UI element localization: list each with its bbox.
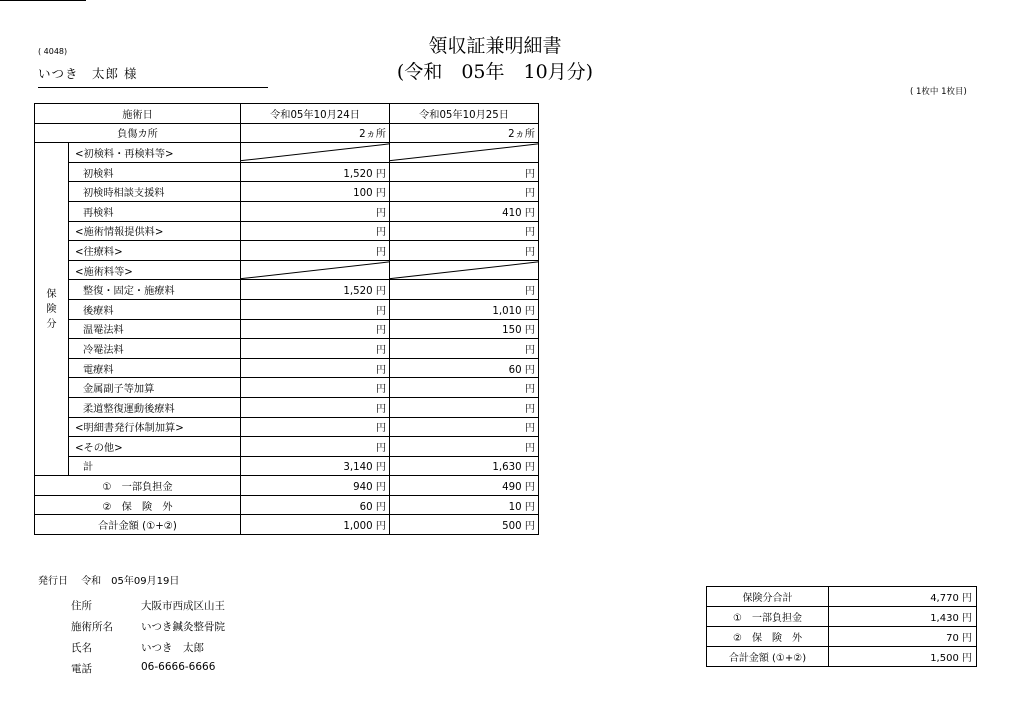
injury-value-1: 2ヵ所 [241,123,390,143]
diagonal-strike-icon [241,261,389,280]
detail-row [35,358,539,378]
detail-amount: 円 [241,339,390,359]
total-row-label: ① 一部負担金 [35,476,241,496]
detail-row [35,241,539,261]
total-row [35,495,539,515]
detail-row-label: 整復・固定・施療料 [69,280,241,300]
detail-row [35,162,539,182]
detail-amount: 1,010 円 [390,299,539,319]
detail-row-label: 後療料 [69,299,241,319]
not-applicable-cell [241,260,390,280]
detail-row [35,339,539,359]
date-1: 令和05年10月24日 [241,104,390,124]
date-header-row [35,104,539,124]
detail-row [35,260,539,280]
detail-row-label: 電療料 [69,358,241,378]
detail-amount: 円 [390,397,539,417]
detail-amount: 円 [390,437,539,457]
detail-row-label: <往療料> [69,241,241,261]
detail-row [35,221,539,241]
detail-row-label: <初検料・再検料等> [69,143,241,163]
summary-table [706,586,977,667]
issue-date-value: 令和 05年09月19日 [81,576,180,587]
detail-amount: 円 [241,241,390,261]
summary-row: 合計金額 (①+②) 1,500 円 [707,647,977,667]
detail-row-label: 温罨法料 [69,319,241,339]
injury-value-2: 2ヵ所 [390,123,539,143]
top-rule [0,0,86,1]
detail-amount: 円 [390,417,539,437]
issue-date [38,572,179,587]
detail-row-label: 初検料 [69,162,241,182]
not-applicable-cell [390,260,539,280]
total-amount: 490 円 [390,476,539,496]
total-amount: 1,000 円 [241,515,390,535]
total-row-label: ② 保 険 外 [35,495,241,515]
detail-amount: 3,140 円 [241,456,390,476]
detail-amount: 円 [241,417,390,437]
summary-row: ① 一部負担金 1,430 円 [707,607,977,627]
detail-amount: 円 [241,319,390,339]
detail-amount: 円 [390,378,539,398]
detail-amount: 円 [390,221,539,241]
detail-amount: 60 円 [390,358,539,378]
total-amount: 10 円 [390,495,539,515]
detail-table [34,103,539,535]
title-line-2: (令和 05年 10月分) [396,61,594,83]
practitioner-name: 氏名 いつき 太郎 [71,642,204,654]
total-row [35,476,539,496]
detail-row-label: 計 [69,456,241,476]
not-applicable-cell [390,143,539,163]
detail-amount: 円 [241,358,390,378]
clinic-phone: 電話 06-6666-6666 [71,661,216,675]
detail-row-label: 柔道整復運動後療料 [69,397,241,417]
diagonal-strike-icon [390,143,538,162]
detail-amount: 100 円 [241,182,390,202]
total-amount: 60 円 [241,495,390,515]
total-row [35,515,539,535]
issue-date-label: 発行日 [38,576,68,587]
detail-row [35,299,539,319]
total-row-label: 合計金額 (①+②) [35,515,241,535]
detail-row-label: 冷罨法料 [69,339,241,359]
detail-row [35,397,539,417]
detail-row-label: <その他> [69,437,241,457]
detail-row [35,378,539,398]
page-info: ( 1枚中 1枚目) [910,87,967,97]
insurance-side-label: 保 険 分 [35,143,69,476]
detail-row [35,201,539,221]
injury-label: 負傷カ所 [35,123,241,143]
title-line-1: 領収証兼明細書 [428,35,562,57]
detail-amount: 円 [390,339,539,359]
diagonal-strike-icon [241,143,389,162]
detail-amount: 円 [390,182,539,202]
total-amount: 500 円 [390,515,539,535]
patient-code: ( 4048) [38,47,68,56]
clinic-info [71,598,225,682]
detail-row [35,143,539,163]
date-2: 令和05年10月25日 [390,104,539,124]
detail-row [35,319,539,339]
detail-amount: 円 [241,299,390,319]
detail-row-label: <施術情報提供料> [69,221,241,241]
detail-amount: 円 [390,162,539,182]
detail-amount: 410 円 [390,201,539,221]
detail-row-label: <明細書発行体制加算> [69,417,241,437]
detail-row [35,456,539,476]
detail-amount: 円 [390,241,539,261]
detail-amount: 150 円 [390,319,539,339]
detail-amount: 1,520 円 [241,162,390,182]
summary-row: 保険分合計 4,770 円 [707,587,977,607]
detail-row-label: <施術料等> [69,260,241,280]
summary-row: ② 保 険 外 70 円 [707,627,977,647]
detail-row [35,182,539,202]
detail-amount: 円 [241,201,390,221]
clinic-name: 施術所名 いつき鍼灸整骨院 [71,621,225,633]
detail-row [35,437,539,457]
recipient-name: いつき 太郎 様 [38,64,268,88]
detail-row-label: 初検時相談支援料 [69,182,241,202]
detail-amount: 円 [241,397,390,417]
detail-row-label: 金属副子等加算 [69,378,241,398]
document-title [395,33,595,85]
detail-row [35,280,539,300]
detail-row-label: 再検料 [69,201,241,221]
detail-row [35,417,539,437]
total-amount: 940 円 [241,476,390,496]
detail-amount: 1,520 円 [241,280,390,300]
detail-amount: 円 [241,221,390,241]
detail-amount: 円 [241,437,390,457]
detail-amount: 円 [390,280,539,300]
clinic-address: 住所 大阪市西成区山王 [71,600,225,612]
not-applicable-cell [241,143,390,163]
date-header-label: 施術日 [35,104,241,124]
injury-row [35,123,539,143]
detail-amount: 円 [241,378,390,398]
detail-amount: 1,630 円 [390,456,539,476]
diagonal-strike-icon [390,261,538,280]
